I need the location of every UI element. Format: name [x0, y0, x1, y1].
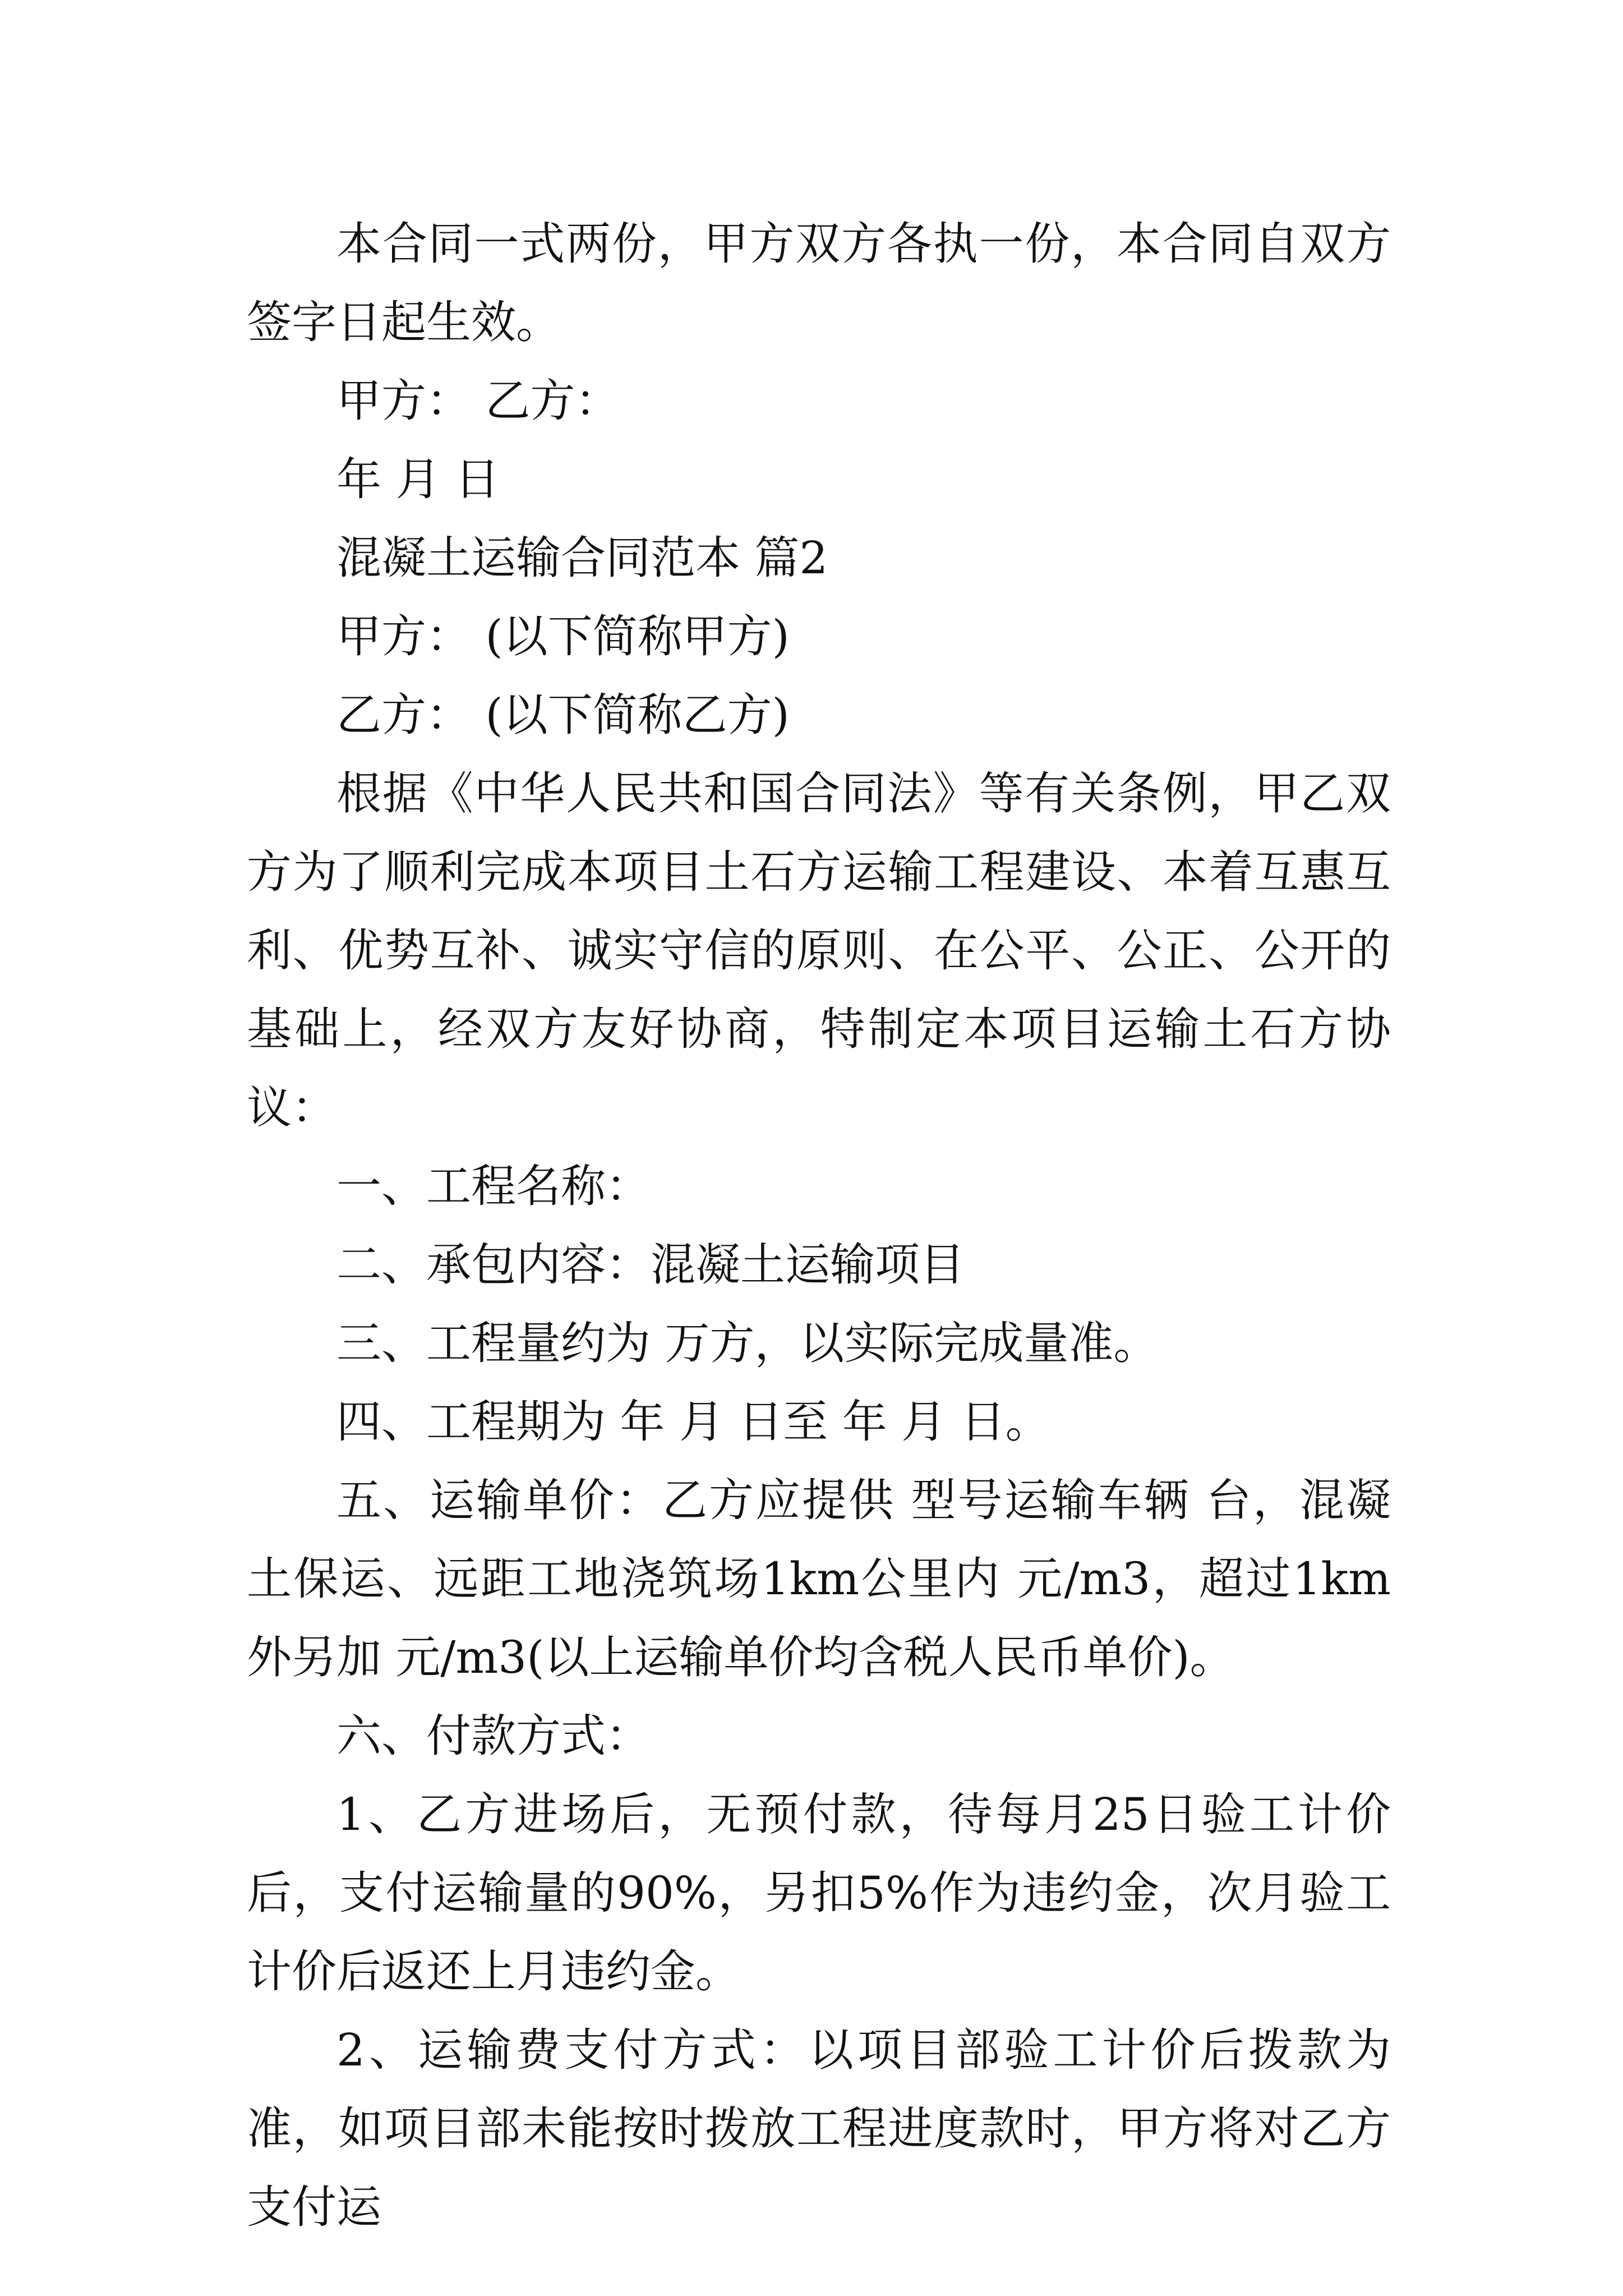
paragraph-preamble: 根据《中华人民共和国合同法》等有关条例，甲乙双方为了顺利完成本项目土石方运输工程建设、本着互惠互利、优势互补、诚实守信的原则、在公平、公正、公开的基础上，经双方友好协商，特制定本项目运输土石方协议： [247, 767, 1391, 1134]
section-heading: 混凝土运输合同范本 篇2 [336, 532, 828, 584]
clause-payment-item-2: 2、运输费支付方式：以项目部验工计价后拨款为准，如项目部未能按时拨放工程进度款时，甲方将对乙方支付运 [247, 2024, 1391, 2233]
clause-period: 四、工程期为 年 月 日至 年 月 日。 [336, 1396, 1050, 1448]
paragraph-party-a: 甲方： (以下简称甲方) [336, 610, 790, 662]
paragraph-party-b: 乙方： (以下简称乙方) [336, 689, 790, 741]
clause-payment-item-1: 1、乙方进场后，无预付款，待每月25日验工计价后，支付运输量的90%，另扣5%作为违约金，次月验工计价后返还上月违约金。 [247, 1788, 1391, 1998]
clause-quantity: 三、工程量约为 万方，以实际完成量准。 [336, 1317, 1159, 1369]
clause-unit-price: 五、运输单价：乙方应提供 型号运输车辆 台，混凝土保运、远距工地浇筑场1km公里内 元/m3，超过1km外另加 元/m3(以上运输单价均含税人民币单价)。 [247, 1474, 1391, 1683]
document-body [247, 205, 1391, 2247]
paragraph-signature-parties: 甲方： 乙方： [336, 375, 620, 427]
paragraph-effectiveness: 本合同一式两份，甲方双方各执一份，本合同自双方签字日起生效。 [247, 218, 1391, 348]
paragraph-signature-date: 年 月 日 [336, 453, 500, 505]
clause-scope: 二、承包内容：混凝土运输项目 [336, 1239, 965, 1291]
clause-project-name: 一、工程名称： [336, 1160, 651, 1212]
clause-payment: 六、付款方式： [336, 1710, 651, 1762]
